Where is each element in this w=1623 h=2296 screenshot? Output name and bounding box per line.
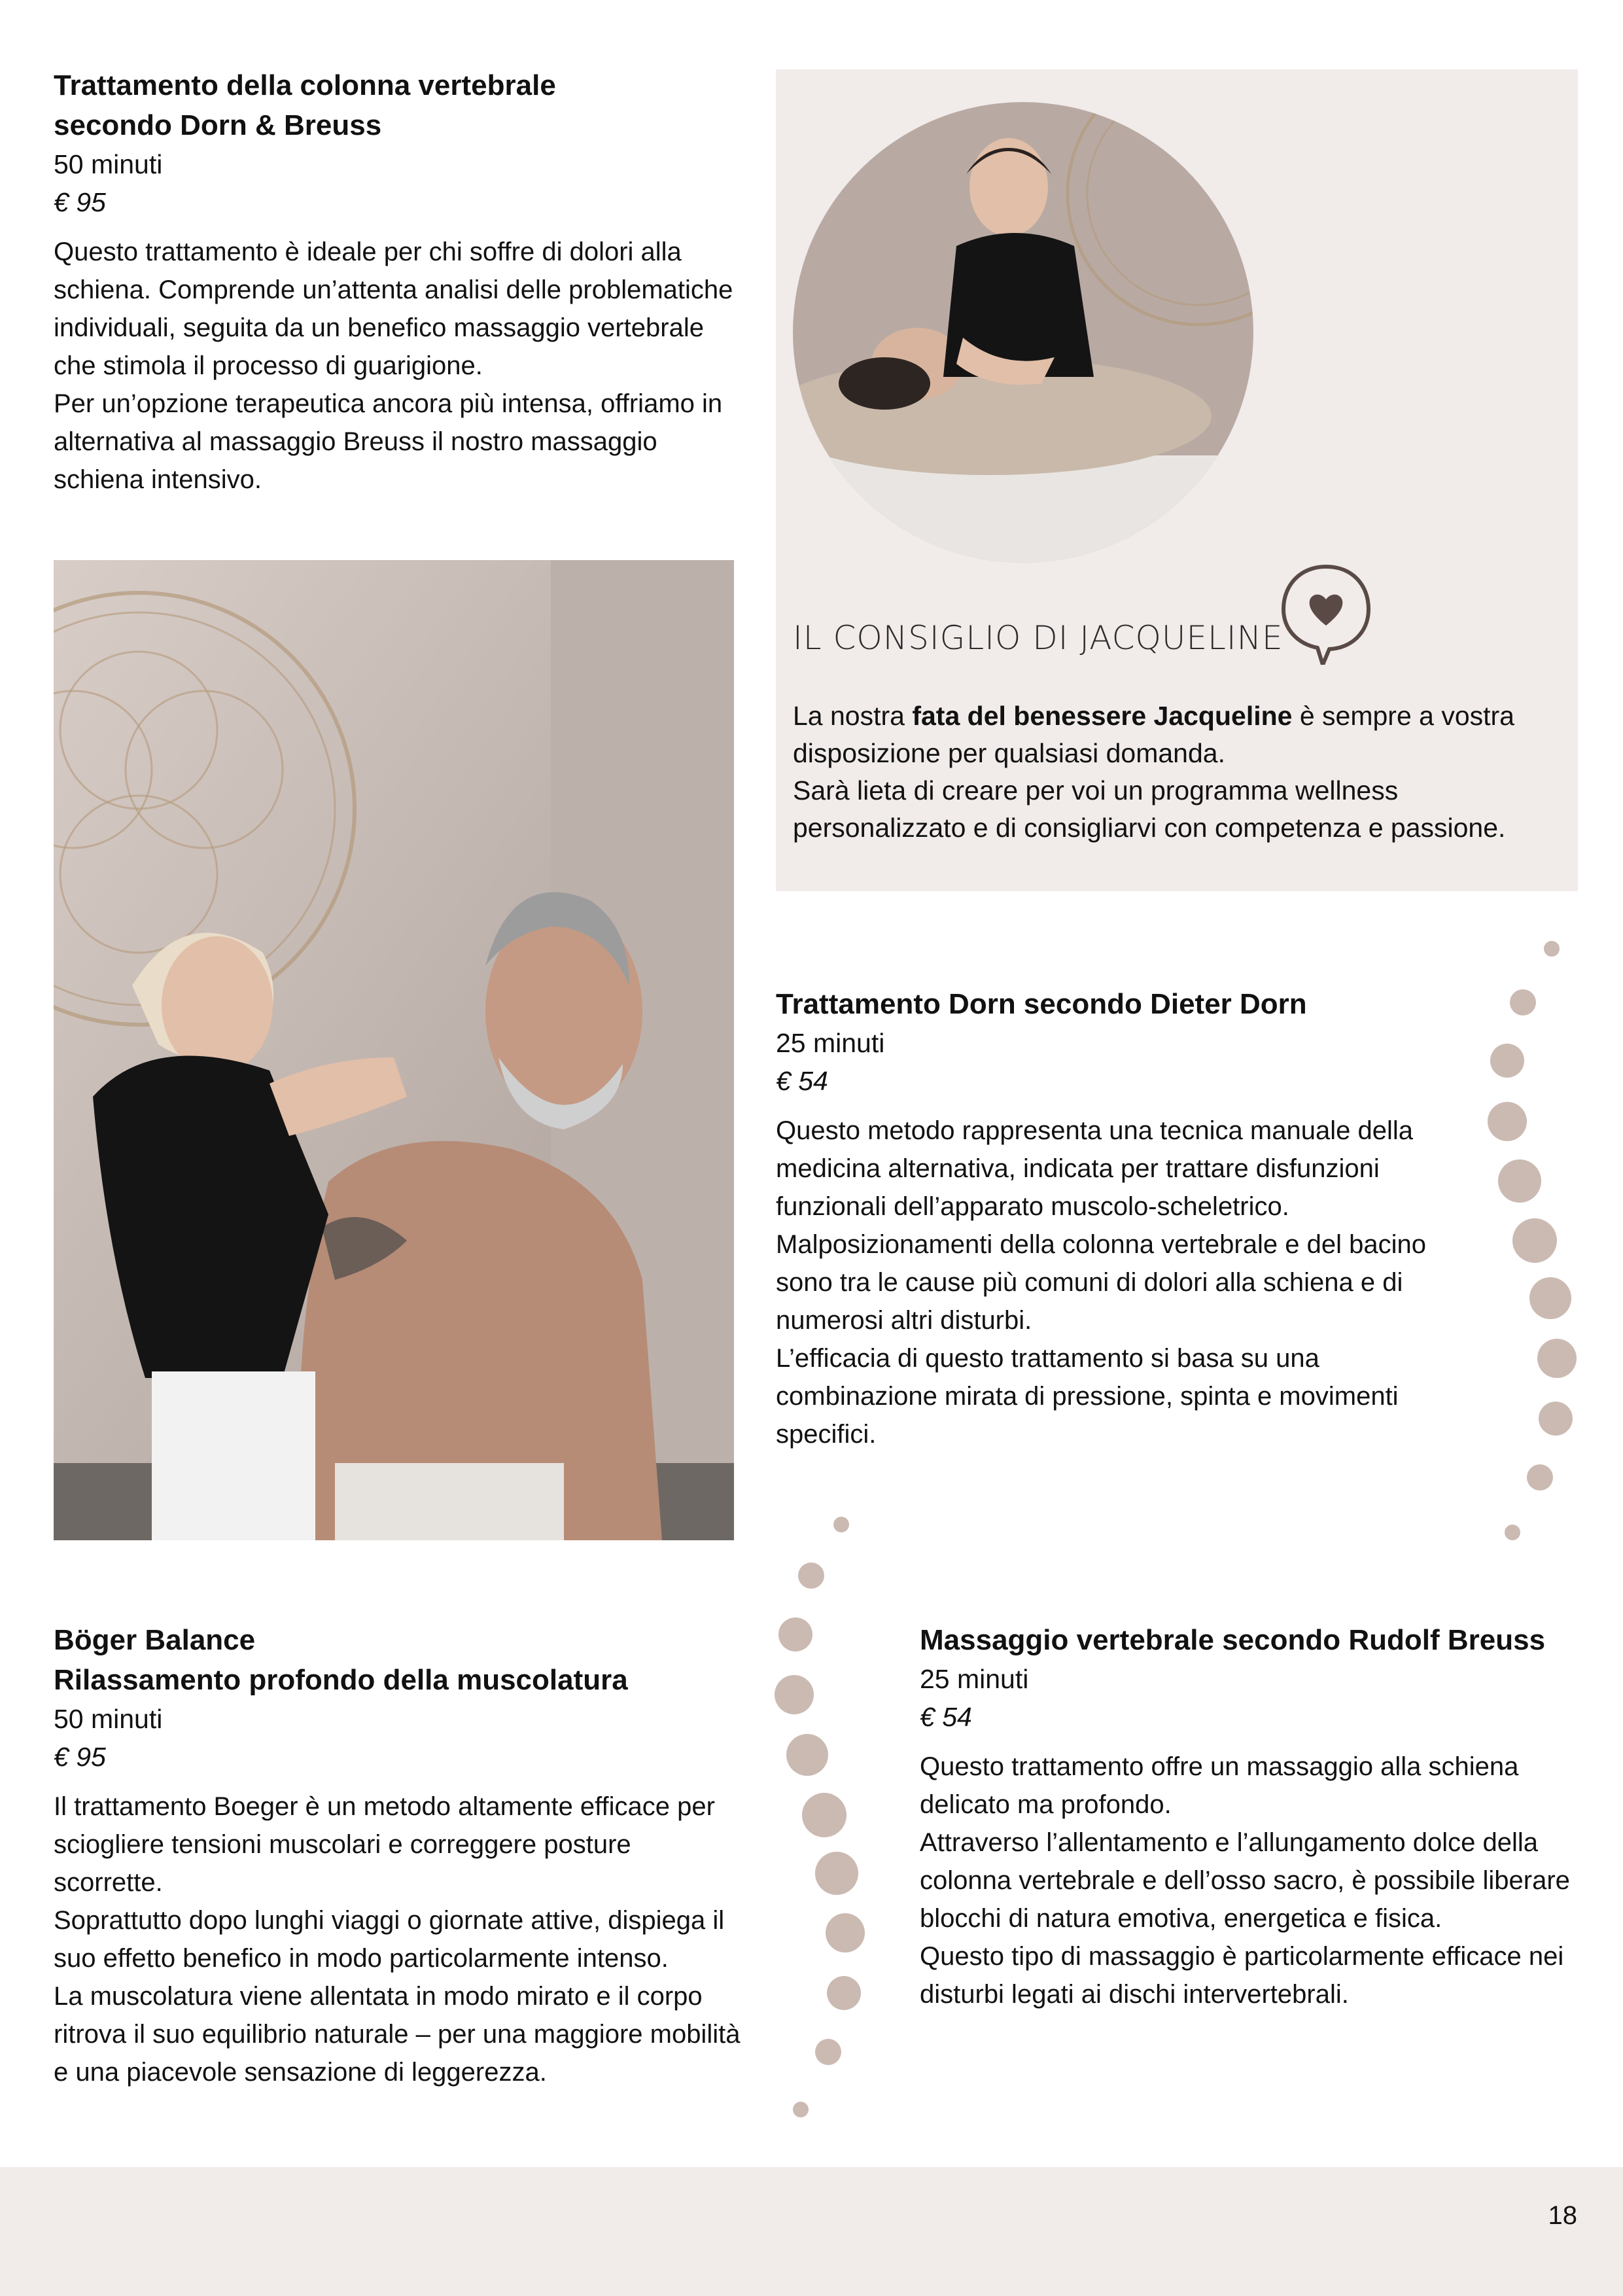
spine-dot [1505,1525,1520,1540]
therapist-portrait-photo [793,102,1253,563]
massage-photo-man [54,560,734,1540]
spine-dot [798,1563,824,1589]
spine-dot [775,1675,814,1714]
spine-dot [815,2039,841,2065]
spine-dot [1529,1277,1571,1319]
section-title: Massaggio vertebrale secondo Rudolf Breuss [920,1624,1546,1656]
price: € 54 [776,1066,828,1096]
tip-title: IL CONSIGLIO DI JACQUELINE [793,619,1283,657]
spine-dot [1512,1218,1557,1263]
spine-dot [1490,1044,1524,1078]
section-title: Böger Balance Rilassamento profondo della muscolatura [54,1624,628,1696]
duration: 50 minuti [54,149,163,179]
duration: 50 minuti [54,1704,163,1734]
heart-speech-bubble-icon [1277,560,1375,665]
description: Questo metodo rappresenta una tecnica manuale della medicina alternativa, indicata per trattare disfunzioni funzionali dell’apparato muscolo-scheletrico. Malposizionamenti della colonna vertebrale e del bacino sono tra le cause più comuni di dolori alla schiena e di numerosi altri disturbi. L’efficacia di questo trattamento si basa su una combinazione mirata di pressione, spinta e movimenti specifici. [776,1116,1426,1449]
section-title: Trattamento della colonna vertebrale secondo Dorn & Breuss [54,69,556,141]
section-rudolf-breuss [920,1620,1587,2013]
spine-dot [815,1852,858,1895]
tip-panel [776,69,1578,891]
spine-dot [1527,1464,1553,1491]
spine-dot [786,1734,828,1776]
spine-dot [826,1913,865,1952]
spine-dot [1544,941,1560,957]
section-dorn-breuss [54,65,734,499]
spine-dot [793,2102,809,2117]
page-footer [0,2167,1623,2296]
spine-dot [1539,1402,1573,1436]
section-boeger-balance [54,1620,760,2091]
section-title: Trattamento Dorn secondo Dieter Dorn [776,988,1307,1020]
section-dieter-dorn [776,984,1469,1453]
price: € 95 [54,187,106,217]
description: Questo trattamento è ideale per chi soffre di dolori alla schiena. Comprende un’attenta analisi delle problematiche individuali, seguita da un benefico massaggio vertebrale che stimola il processo di guarigione. Per un’opzione terapeutica ancora più intensa, offriamo in alternativa al massaggio Breuss il nostro massaggio schiena intensivo. [54,238,733,494]
spine-dot [802,1793,846,1837]
duration: 25 minuti [776,1028,885,1058]
spine-dot [1488,1102,1527,1141]
description: Questo trattamento offre un massaggio alla schiena delicato ma profondo. Attraverso l’allentamento e l’allungamento dolce della colonna vertebrale e dell’osso sacro, è possibile liberare blocchi di natura emotiva, energetica e fisica. Questo tipo di massaggio è particolarmente efficace nei disturbi legati ai dischi intervertebrali. [920,1752,1570,2009]
spine-dot [1498,1159,1541,1203]
spine-dot [778,1617,812,1651]
spine-dot [1510,989,1536,1016]
price: € 95 [54,1742,106,1772]
spine-dot [1537,1339,1577,1378]
spine-dot [833,1517,849,1532]
price: € 54 [920,1702,972,1732]
page-number: 18 [1548,2201,1577,2230]
tip-text: La nostra fata del benessere Jacqueline è sempre a vostra disposizione per qualsiasi domanda. Sarà lieta di creare per voi un programma wellness personalizzato e di consigliarvi con competenza e passione. [793,701,1514,843]
duration: 25 minuti [920,1664,1029,1694]
spine-dot [827,1976,861,2010]
description: Il trattamento Boeger è un metodo altamente efficace per sciogliere tensioni muscolari e correggere posture scorrette. Soprattutto dopo lunghi viaggi o giornate attive, dispiega il suo effetto benefico in modo particolarmente intenso. La muscolatura viene allentata in modo mirato e il corpo ritrova il suo equilibrio naturale – per una maggiore mobilità e una piacevole sensazione di leggerezza. [54,1792,741,2087]
